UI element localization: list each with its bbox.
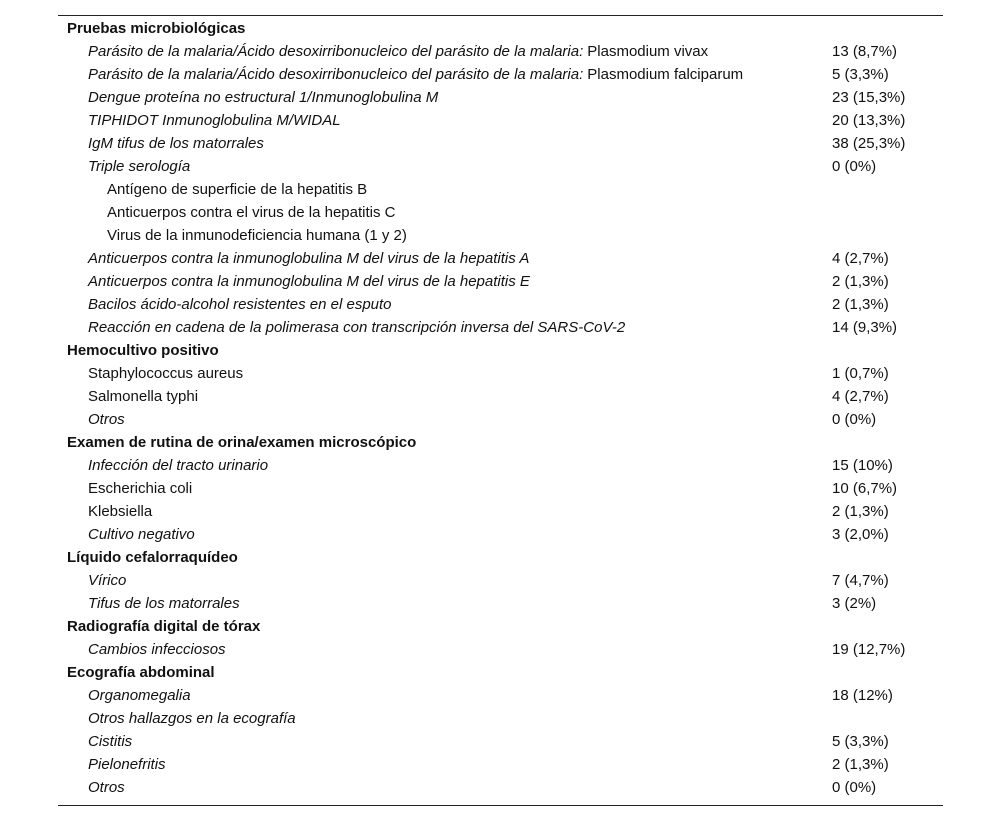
- row-label: Staphylococcus aureus: [88, 365, 244, 382]
- row-label: Anticuerpos contra la inmunoglobulina M del virus de la hepatitis E: [88, 273, 530, 290]
- row-label: Otros: [88, 411, 125, 428]
- table-row: [58, 477, 943, 500]
- section-header: [58, 546, 943, 569]
- section-title: Ecografía abdominal: [67, 664, 215, 681]
- row-value: 2 (1,3%): [832, 296, 889, 313]
- table-row: [58, 730, 943, 753]
- table-row: [58, 270, 943, 293]
- row-value: 4 (2,7%): [832, 250, 889, 267]
- table-row: [58, 454, 943, 477]
- table-row: [58, 385, 943, 408]
- row-value: 20 (13,3%): [832, 112, 906, 129]
- row-label: IgM tifus de los matorrales: [88, 135, 264, 152]
- table-row: [58, 293, 943, 316]
- table-row: [58, 500, 943, 523]
- table-row: [58, 132, 943, 155]
- row-value: 4 (2,7%): [832, 388, 889, 405]
- row-label: Otros: [88, 779, 125, 796]
- row-value: 0 (0%): [832, 158, 877, 175]
- row-value: 7 (4,7%): [832, 572, 889, 589]
- table-row: [58, 523, 943, 546]
- section-title: Pruebas microbiológicas: [67, 20, 246, 37]
- row-label: Parásito de la malaria/Ácido desoxirribonucleico del parásito de la malaria: Plasmodium vivax: [88, 43, 709, 60]
- section-header: [58, 661, 943, 684]
- row-value: 38 (25,3%): [832, 135, 906, 152]
- row-label: Cultivo negativo: [88, 526, 195, 543]
- row-value: 3 (2,0%): [832, 526, 889, 543]
- table-row: [58, 684, 943, 707]
- row-label: Vírico: [88, 572, 127, 589]
- row-label: Pielonefritis: [88, 756, 166, 773]
- row-value: 5 (3,3%): [832, 733, 889, 750]
- table-row: [58, 362, 943, 385]
- row-label: Anticuerpos contra la inmunoglobulina M del virus de la hepatitis A: [88, 250, 530, 267]
- row-value: 10 (6,7%): [832, 480, 898, 497]
- table-row: [58, 638, 943, 661]
- row-value: 2 (1,3%): [832, 503, 889, 520]
- row-value: 2 (1,3%): [832, 273, 889, 290]
- section-header: [58, 615, 943, 638]
- table-row: [58, 776, 943, 799]
- table-row: [58, 569, 943, 592]
- row-value: 3 (2%): [832, 595, 877, 612]
- row-value: 2 (1,3%): [832, 756, 889, 773]
- table-row: [58, 155, 943, 178]
- table-row: [58, 201, 943, 224]
- table-row: [58, 247, 943, 270]
- row-value: 23 (15,3%): [832, 89, 906, 106]
- row-label: Otros hallazgos en la ecografía: [88, 710, 296, 727]
- row-value: 18 (12%): [832, 687, 893, 704]
- row-label: Reacción en cadena de la polimerasa con transcripción inversa del SARS-CoV-2: [88, 319, 626, 336]
- section-title: Hemocultivo positivo: [67, 342, 219, 359]
- table-row: [58, 707, 943, 730]
- section-title: Examen de rutina de orina/examen microscópico: [67, 434, 417, 451]
- section-header: [58, 431, 943, 454]
- row-value: 13 (8,7%): [832, 43, 898, 60]
- row-label: Anticuerpos contra el virus de la hepatitis C: [107, 204, 396, 221]
- table-row: [58, 178, 943, 201]
- section-title: Líquido cefalorraquídeo: [67, 549, 238, 566]
- row-value: 15 (10%): [832, 457, 893, 474]
- row-label: Salmonella typhi: [88, 388, 199, 405]
- row-value: 19 (12,7%): [832, 641, 906, 658]
- bottom-rule: [58, 805, 943, 806]
- row-label: Klebsiella: [88, 503, 153, 520]
- section-header: [58, 17, 943, 40]
- table-row: [58, 592, 943, 615]
- row-label: Bacilos ácido-alcohol resistentes en el esputo: [88, 296, 392, 313]
- row-label: Escherichia coli: [88, 480, 193, 497]
- section-header: [58, 339, 943, 362]
- row-value: 0 (0%): [832, 411, 877, 428]
- row-label: Infección del tracto urinario: [88, 457, 269, 474]
- row-label: Cistitis: [88, 733, 133, 750]
- table-row: [58, 408, 943, 431]
- table-row: [58, 40, 943, 63]
- table-row: [58, 63, 943, 86]
- table-row: [58, 316, 943, 339]
- row-label: Cambios infecciosos: [88, 641, 226, 658]
- row-label: Triple serología: [88, 158, 191, 175]
- row-value: 0 (0%): [832, 779, 877, 796]
- row-label: Virus de la inmunodeficiencia humana (1 y 2): [107, 227, 407, 244]
- section-title: Radiografía digital de tórax: [67, 618, 261, 635]
- row-value: 14 (9,3%): [832, 319, 898, 336]
- table-row: [58, 109, 943, 132]
- row-label: Organomegalia: [88, 687, 191, 704]
- row-label: Antígeno de superficie de la hepatitis B: [107, 181, 368, 198]
- row-label: Parásito de la malaria/Ácido desoxirribonucleico del parásito de la malaria: Plasmodium falciparum: [88, 66, 744, 83]
- table-row: [58, 86, 943, 109]
- row-label: TIPHIDOT Inmunoglobulina M/WIDAL: [88, 112, 341, 129]
- row-label: Dengue proteína no estructural 1/Inmunoglobulina M: [88, 89, 439, 106]
- row-value: 5 (3,3%): [832, 66, 889, 83]
- row-value: 1 (0,7%): [832, 365, 889, 382]
- row-label: Tifus de los matorrales: [88, 595, 240, 612]
- table-row: [58, 753, 943, 776]
- table-row: [58, 224, 943, 247]
- results-table: [58, 15, 943, 806]
